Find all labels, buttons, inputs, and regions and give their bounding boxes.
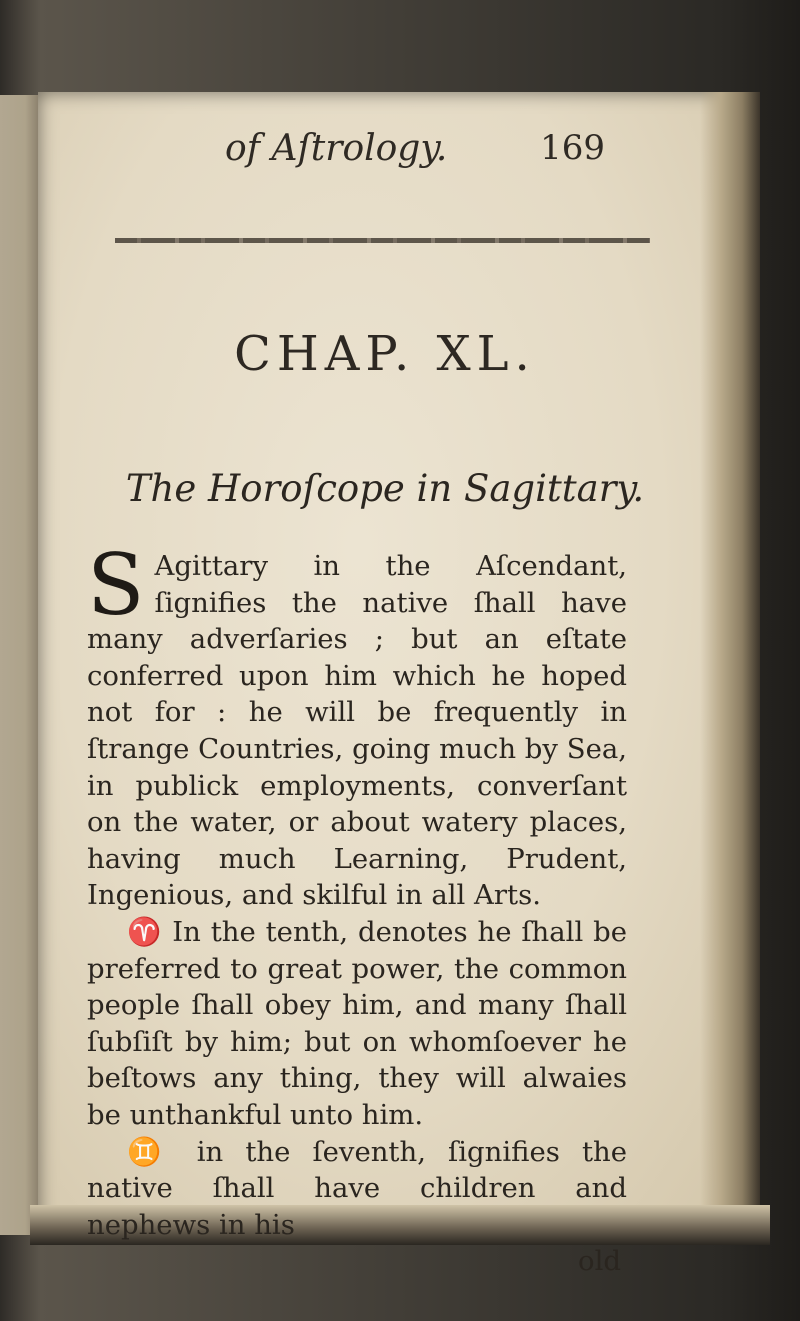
chapter-subtitle: [0, 467, 770, 510]
paragraph-1-text: Agittary in the Aſcendant, ſignifies the native ſhall have many adverſaries ; but an eſtate conferred upon him which he hoped not for : he will be frequently in ſtrange Countries, going much by Sea, in publick employments, converſant on the water, or about watery places, having much Learning, Prudent, Ingenious, and skilful in all Arts.: [87, 550, 627, 912]
paragraph-2: ♈ In the tenth, denotes he ſhall be preferred to great power, the common people ſhall obey him, and many ſhall ſubſiſt by him; but on whomſoever he beſtows any thing, they will alwaies be unthankful unto him.: [87, 915, 627, 1131]
previous-page-edge: [0, 95, 42, 1235]
running-head: [225, 128, 605, 169]
drop-cap: S: [87, 536, 145, 634]
paragraph-3: ♊ in the ſeventh, ſignifies the native ſhall have children and nephews in his: [87, 1135, 627, 1241]
body-text: [87, 536, 627, 1280]
page-number: 169: [540, 128, 605, 168]
ornamental-rule: [115, 238, 650, 243]
page-edge-right: [700, 92, 760, 1242]
chapter-subtitle-text: The Horoſcope in Sagittary.: [125, 467, 645, 510]
running-head-title: of Aſtrology.: [225, 128, 448, 169]
chapter-heading: CHAP. XL.: [234, 326, 536, 382]
paragraph-1: [87, 536, 627, 914]
catchword: old: [578, 1245, 621, 1278]
